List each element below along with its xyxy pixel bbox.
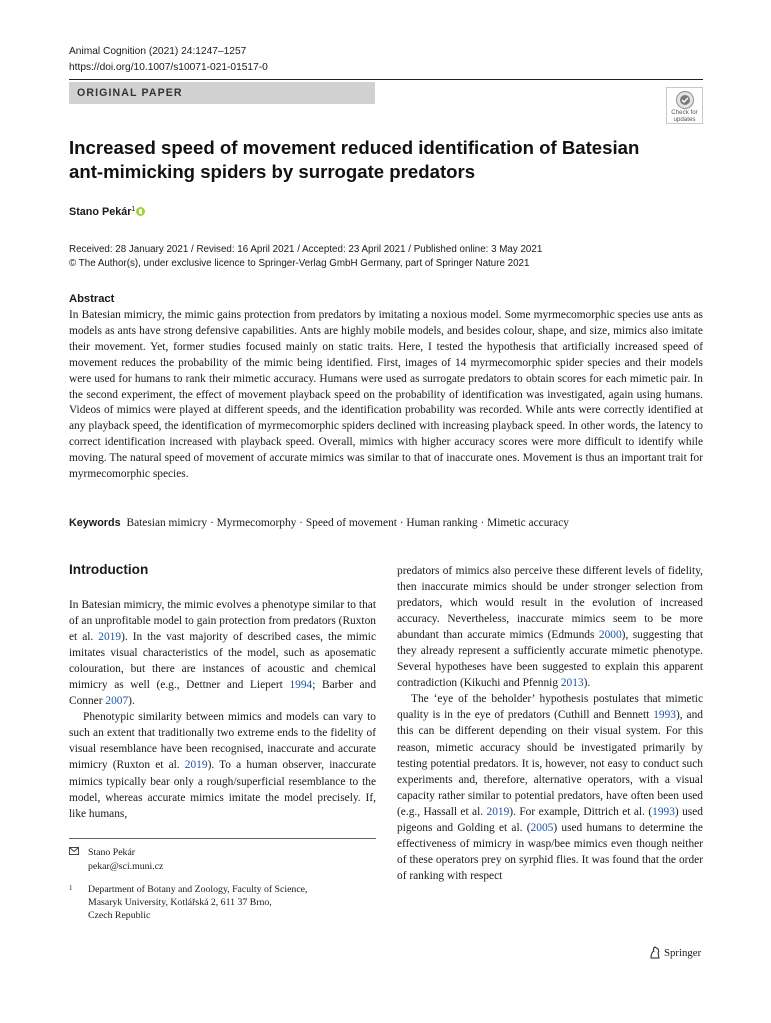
citation-link[interactable]: 2019 <box>486 805 510 818</box>
publication-dates <box>69 243 542 270</box>
affiliation-line-1: Department of Botany and Zoology, Faculty of Science, <box>88 884 308 895</box>
citation-link[interactable]: 2013 <box>560 677 584 690</box>
intro-paragraph-1: In Batesian mimicry, the mimic evolves a phenotype similar to that of an unprofitable model to gain protection from predators (Ruxton et al. 2019). In the vast majority of described cases, the mimic imitates visual characteristics of the model, such as aposematic colouration, but there are instances of acoustic and chemical mimicry as well (e.g., Dettner and Liepert 1994; Barber and Conner 2007). <box>69 599 377 708</box>
check-for-updates-line2: updates <box>673 115 696 123</box>
affiliation-line-2: Masaryk University, Kotlářská 2, 611 37 Brno, <box>88 897 272 909</box>
intro-paragraph-4: The ‘eye of the beholder’ hypothesis postulates that mimetic quality is in the eye of predators (Cuthill and Bennett 1993), and this can be different depending on their visual system. For this reason, mimetic accuracy should be investigated primarily by testing potential predators. It is, however, not easy to conduct such experiments and, therefore, alternative operators, with a visual capacity rather similar to potential predators, have often been used (e.g., Hassall et al. 2019). For example, Dittrich et al. (1993) used pigeons and Golding et al. (2005) used humans to determine the effectiveness of mimicry in wasp/bee mimics even though neither of these operators prey on syrphid flies. It was found that the order of ranking with respect <box>397 693 703 882</box>
keywords-label: Keywords <box>69 517 121 529</box>
citation-link[interactable]: 1993 <box>653 709 676 722</box>
left-column <box>69 561 376 822</box>
journal-info <box>69 44 268 76</box>
check-for-updates-line1: Check for <box>671 109 698 116</box>
doi-link[interactable]: https://doi.org/10.1007/s10071-021-01517-0 <box>69 62 268 73</box>
abstract-heading: Abstract <box>69 293 115 305</box>
affiliation-line-3: Czech Republic <box>88 910 151 922</box>
keywords-text: Batesian mimicry · Myrmecomorphy · Speed of movement · Human ranking · Mimetic accuracy <box>126 517 569 529</box>
citation-link[interactable]: 1993 <box>652 805 675 818</box>
citation-link[interactable]: 1994 <box>289 679 313 692</box>
journal-citation: Animal Cognition (2021) 24:1247–1257 <box>69 46 247 57</box>
copyright-line: © The Author(s), under exclusive licence to Springer-Verlag GmbH Germany, part of Springer Nature 2021 <box>69 257 530 269</box>
article-type-banner: ORIGINAL PAPER <box>69 82 375 104</box>
corresponding-email[interactable]: pekar@sci.muni.cz <box>88 860 164 872</box>
keywords-line <box>69 515 569 531</box>
citation-link[interactable]: 2007 <box>105 695 129 708</box>
header-rule <box>69 79 703 80</box>
affiliation-footnote <box>69 883 369 923</box>
article-title: Increased speed of movement reduced identification of Batesian ant-mimicking spiders by surrogate predators <box>69 137 640 182</box>
corresponding-name: Stano Pekár <box>88 847 136 858</box>
citation-link[interactable]: 2005 <box>530 821 554 834</box>
footnote-rule <box>69 838 376 839</box>
springer-horse-icon <box>649 946 661 959</box>
history-dates: Received: 28 January 2021 / Revised: 16 April 2021 / Accepted: 23 April 2021 / Published online: 3 May 2021 <box>69 244 543 255</box>
citation-link[interactable]: 2000 <box>598 629 622 642</box>
check-for-updates-icon <box>675 90 695 110</box>
affiliation-mark: 1 <box>131 206 136 213</box>
abstract-text: In Batesian mimicry, the mimic gains protection from predators by imitating a noxious model. Some myrmecomorphic species use ants as models as ants have strong defensive capabilities. Ants are highly mobile models, and besides colour, shape, and size, mimics also imitate their movement. Yet, former studies focused mainly on static traits. Here, I tested the hypothesis that artificially increased speed of movement reduces the probability of the mimic being identified. First, images of 14 myrmecomorphic spider species and their models were used for humans to rank their mimetic accuracy. Humans were used as surrogate predators to obtain scores for each mimetic pair. In the second experiment, the effect of movement playback speed on the probability of identification was investigated, again using humans. Videos of mimics were played at different speeds, and the identification probability was recorded. While ants were correctly identified at any playback speed, the identification of myrmecomorphic spiders declined with increasing playback speed. In other words, the latency to correct identification increased with playback speed. Overall, mimics with higher accuracy scores were more difficult to identify while moving. The natural speed of movement of accurate mimics was similar to that of inaccurate ones. Movement is thus an important trait for myrmecomorphic species. <box>69 309 703 481</box>
citation-link[interactable]: 2019 <box>184 759 208 772</box>
publisher-logo <box>649 946 701 960</box>
author-name[interactable]: Stano Pekár <box>69 206 132 218</box>
check-for-updates-button[interactable] <box>666 87 703 124</box>
envelope-icon <box>69 846 79 860</box>
author-line <box>69 203 145 219</box>
corresponding-author <box>69 846 163 873</box>
intro-paragraph-2: Phenotypic similarity between mimics and models can vary to such an extent that traditionally two extreme ends to the fidelity of visual resemblance have been recognised, inaccurate and accurate mimicry (Ruxton et al. 2019). To a human observer, inaccurate mimics typically bear only a rough/superficial resemblance to the model, whereas accurate mimics imitate the model precisely. If, like humans, <box>69 711 376 820</box>
introduction-heading: Introduction <box>69 562 149 577</box>
right-column <box>397 563 703 884</box>
publisher-name: Springer <box>664 947 702 959</box>
intro-paragraph-3: predators of mimics also perceive these different levels of fidelity, then inaccurate mimics should be under stronger selection from predators, which would result in the evolution of increased accuracy. Nevertheless, inaccurate mimics seem to be more abundant than accurate mimics (Edmunds 2000), suggesting that they already represent a sufficiently accurate mimetic phenotype. Several hypotheses have been suggested to explain this apparent contradiction (Kikuchi and Pfennig 2013). <box>397 565 703 690</box>
citation-link[interactable]: 2019 <box>98 631 122 644</box>
affiliation-footnote-mark: 1 <box>69 884 73 892</box>
orcid-icon[interactable] <box>136 207 145 216</box>
